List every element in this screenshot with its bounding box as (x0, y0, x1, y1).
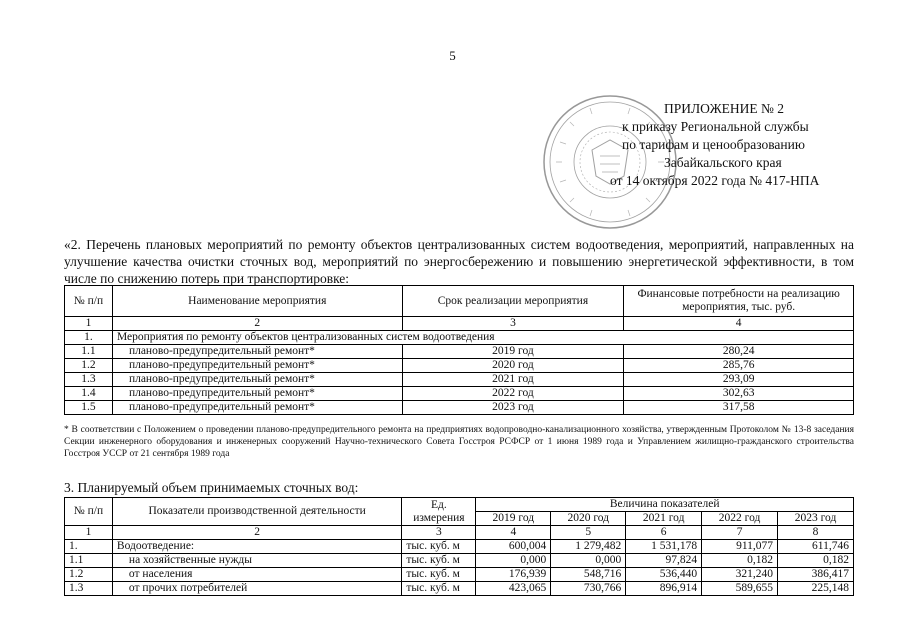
column-number-row (65, 526, 854, 540)
row-number: 1.2 (65, 568, 113, 582)
row-number: 1.2 (65, 359, 113, 373)
value-cell: 321,240 (702, 568, 778, 582)
row-number: 1.1 (65, 554, 113, 568)
column-number: 2 (112, 317, 402, 331)
column-number: 5 (551, 526, 626, 540)
measure-name: планово-предупредительный ремонт* (112, 345, 402, 359)
column-header: Величина показателей (476, 498, 854, 512)
page-number: 5 (449, 48, 456, 63)
appendix-line: Забайкальского края (664, 155, 782, 170)
column-number: 2 (112, 526, 401, 540)
value-cell: 600,004 (476, 540, 551, 554)
value-cell: 423,065 (476, 582, 551, 596)
indicator-name: от населения (112, 568, 401, 582)
value-cell: 548,716 (551, 568, 626, 582)
table-row (65, 554, 854, 568)
table-row (65, 387, 854, 401)
table-row (65, 568, 854, 582)
table-row (65, 582, 854, 596)
value-cell: 176,939 (476, 568, 551, 582)
measure-term: 2021 год (402, 373, 624, 387)
column-number: 4 (476, 526, 551, 540)
unit: тыс. куб. м (402, 582, 476, 596)
measure-name: планово-предупредительный ремонт* (112, 359, 402, 373)
repair-measures-table (64, 285, 854, 415)
row-number: 1.5 (65, 401, 113, 415)
value-cell: 896,914 (626, 582, 702, 596)
column-number: 4 (624, 317, 854, 331)
row-number: 1. (65, 331, 113, 345)
unit: тыс. куб. м (402, 540, 476, 554)
measure-amount: 280,24 (624, 345, 854, 359)
value-cell: 611,746 (778, 540, 854, 554)
value-cell: 97,824 (626, 554, 702, 568)
column-number: 3 (402, 317, 624, 331)
row-number: 1.4 (65, 387, 113, 401)
column-header: № п/п (65, 498, 113, 526)
section-2-heading: «2. Перечень плановых мероприятий по ремонту объектов централизованных систем водоотведения, мероприятий, направленных на улучшение качества очистки сточных вод, мероприятий по энергосбережению и повышению энергетической эффективности, в том числе по снижению потерь при транспортировке: (64, 237, 854, 286)
value-cell: 730,766 (551, 582, 626, 596)
value-cell: 225,148 (778, 582, 854, 596)
row-number: 1.3 (65, 373, 113, 387)
measure-term: 2022 год (402, 387, 624, 401)
table-row (65, 359, 854, 373)
year-header: 2022 год (702, 512, 778, 526)
measure-name: планово-предупредительный ремонт* (112, 373, 402, 387)
column-header: Срок реализации мероприятия (402, 286, 624, 317)
measure-name: планово-предупредительный ремонт* (112, 387, 402, 401)
year-header: 2019 год (476, 512, 551, 526)
unit: тыс. куб. м (402, 554, 476, 568)
column-header: Финансовые потребности на реализацию мероприятия, тыс. руб. (624, 286, 854, 317)
measure-amount: 317,58 (624, 401, 854, 415)
value-cell: 0,000 (476, 554, 551, 568)
column-header: № п/п (65, 286, 113, 317)
appendix-header (600, 100, 880, 190)
year-header: 2021 год (626, 512, 702, 526)
table-header-row (65, 286, 854, 317)
measure-term: 2023 год (402, 401, 624, 415)
table-row (65, 401, 854, 415)
column-number: 1 (65, 317, 113, 331)
column-number-row (65, 317, 854, 331)
value-cell: 386,417 (778, 568, 854, 582)
row-number: 1. (65, 540, 113, 554)
column-number: 3 (402, 526, 476, 540)
year-header: 2020 год (551, 512, 626, 526)
column-header: Ед. измерения (402, 498, 476, 526)
value-cell: 0,182 (778, 554, 854, 568)
column-number: 1 (65, 526, 113, 540)
appendix-line: по тарифам и ценообразованию (622, 137, 805, 152)
measure-amount: 285,76 (624, 359, 854, 373)
indicator-name: на хозяйственные нужды (112, 554, 401, 568)
value-cell: 589,655 (702, 582, 778, 596)
value-cell: 536,440 (626, 568, 702, 582)
column-number: 8 (778, 526, 854, 540)
appendix-title: ПРИЛОЖЕНИЕ № 2 (664, 101, 785, 116)
wastewater-volume-table (64, 497, 854, 596)
row-number: 1.1 (65, 345, 113, 359)
appendix-line: к приказу Региональной службы (622, 119, 809, 134)
value-cell: 0,182 (702, 554, 778, 568)
group-name: Мероприятия по ремонту объектов централизованных систем водоотведения (112, 331, 853, 345)
measure-name: планово-предупредительный ремонт* (112, 401, 402, 415)
value-cell: 1 279,482 (551, 540, 626, 554)
value-cell: 1 531,178 (626, 540, 702, 554)
measure-amount: 302,63 (624, 387, 854, 401)
year-header: 2023 год (778, 512, 854, 526)
measure-term: 2020 год (402, 359, 624, 373)
footnote: * В соответствии с Положением о проведении планово-предупредительного ремонта на предприятиях водопроводно-канализационного хозяйства, утвержденным Протоколом № 13-8 заседания Секции инженерного оборудования и инженерных сооружений Научно-технического Совета Госстроя РСФСР от 1 июня 1989 года и Управлением жилищно-гражданского строительства Госстроя УССР от 21 сентября 1989 года (64, 425, 854, 459)
column-number: 6 (626, 526, 702, 540)
column-header: Показатели производственной деятельности (112, 498, 401, 526)
row-number: 1.3 (65, 582, 113, 596)
measure-amount: 293,09 (624, 373, 854, 387)
column-number: 7 (702, 526, 778, 540)
table-row (65, 345, 854, 359)
table-row (65, 373, 854, 387)
indicator-name: от прочих потребителей (112, 582, 401, 596)
measure-term: 2019 год (402, 345, 624, 359)
unit: тыс. куб. м (402, 568, 476, 582)
table-group-row (65, 331, 854, 345)
value-cell: 0,000 (551, 554, 626, 568)
table-header-row (65, 498, 854, 512)
column-header: Наименование мероприятия (112, 286, 402, 317)
appendix-line: от 14 октября 2022 года № 417-НПА (610, 173, 820, 188)
section-3-heading: 3. Планируемый объем принимаемых сточных вод: (64, 480, 359, 495)
value-cell: 911,077 (702, 540, 778, 554)
table-row (65, 540, 854, 554)
indicator-name: Водоотведение: (112, 540, 401, 554)
